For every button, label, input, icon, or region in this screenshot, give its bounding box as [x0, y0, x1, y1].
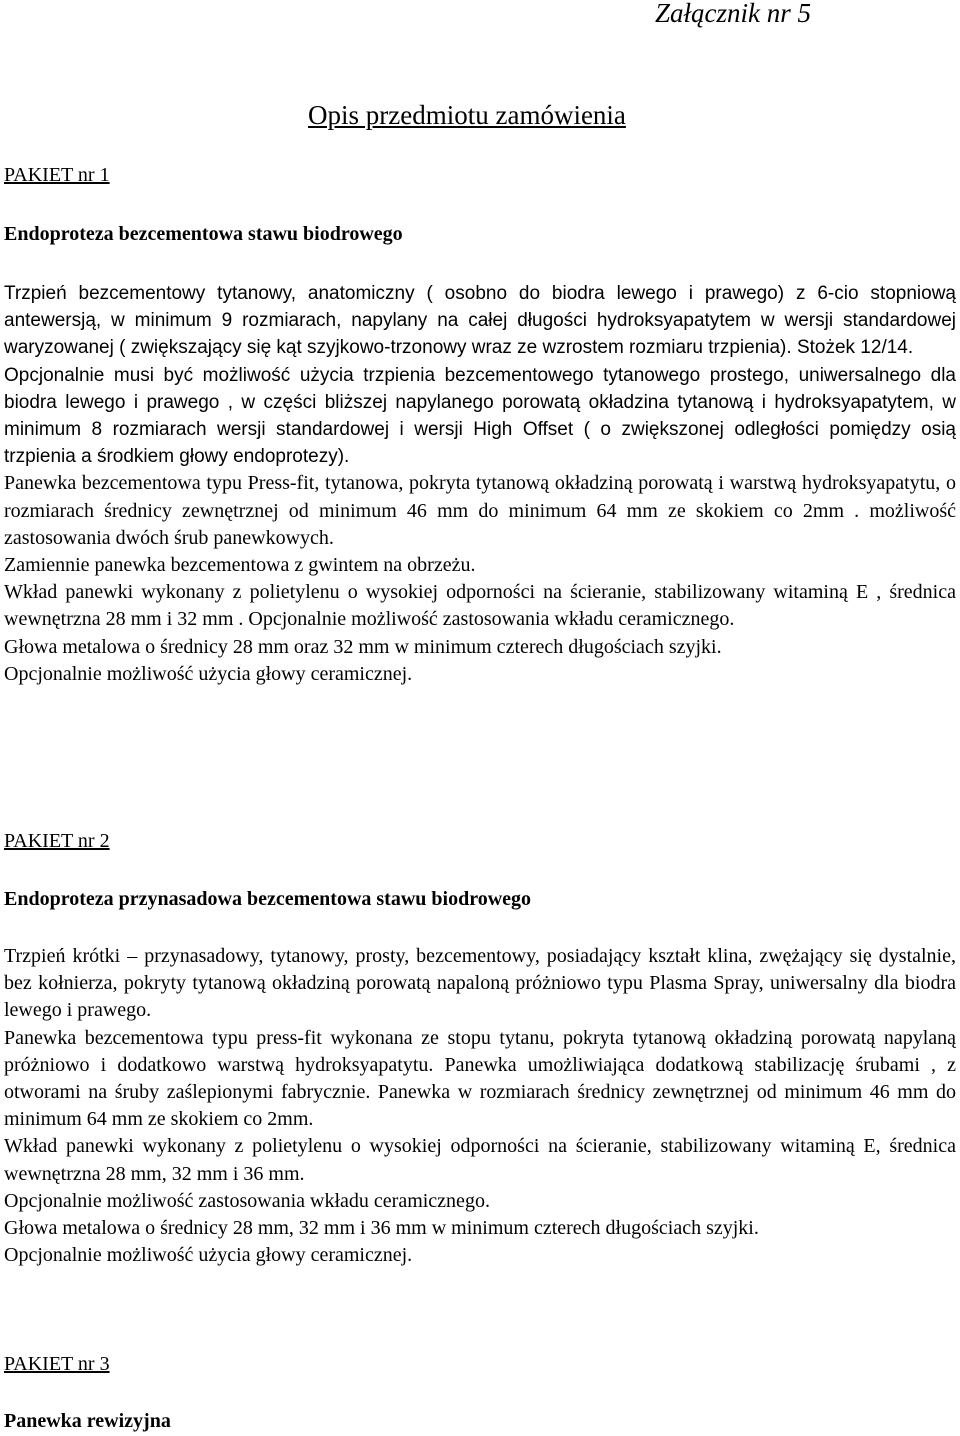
package-3-label: PAKIET nr 3 — [4, 1353, 110, 1375]
package-2-heading: Endoproteza przynasadowa bezcementowa stawu biodrowego — [4, 888, 532, 910]
document-title: Opis przedmiotu zamówienia — [308, 100, 626, 130]
package-1-heading: Endoproteza bezcementowa stawu biodrowego — [4, 223, 403, 245]
package-1-paragraph: Panewka bezcementowa typu Press-fit, tytanowa, pokryta tytanową okładziną porowatą i warstwą hydroksyapatytu, o rozmiarach średnicy zewnętrznej od minimum 46 mm do minimum 64 mm ze skokiem co 2mm . możliwość zastosowania dwóch śrub panewkowych. — [4, 472, 956, 549]
package-2-paragraph: Trzpień krótki – przynasadowy, tytanowy, prosty, bezcementowy, posiadający kształt klina, zwężający się dystalnie, bez kołnierza, pokryty tytanową okładziną porowatą napaloną próżniowo typu Plasma Spray, uniwersalny dla biodra lewego i prawego. — [4, 945, 956, 1022]
package-2-paragraph: Opcjonalnie możliwość zastosowania wkładu ceramicznego. — [4, 1189, 490, 1212]
package-1-label: PAKIET nr 1 — [4, 164, 110, 186]
package-2-paragraph: Opcjonalnie możliwość użycia głowy ceramicznej. — [4, 1244, 413, 1267]
package-2-description — [4, 943, 956, 1269]
package-2-label: PAKIET nr 2 — [4, 830, 110, 852]
package-1-paragraph: Wkład panewki wykonany z polietylenu o wysokiej odporności na ścieranie, stabilizowany witaminą E , średnica wewnętrzna 28 mm i 32 mm . Opcjonalnie możliwość zastosowania wkładu ceramicznego. — [4, 581, 956, 631]
package-2-paragraph: Głowa metalowa o średnicy 28 mm, 32 mm i 36 mm w minimum czterech długościach szyjki. — [4, 1217, 759, 1240]
package-1-paragraph: Zamiennie panewka bezcementowa z gwintem na obrzeżu. — [4, 554, 476, 577]
package-1-description — [4, 280, 956, 688]
annex-label: Załącznik nr 5 — [655, 0, 812, 28]
package-2-paragraph: Panewka bezcementowa typu press-fit wykonana ze stopu tytanu, pokryta tytanową okładziną porowatą napylaną próżniowo i dodatkowo warstwą hydroksyapatytu. Panewka umożliwiająca dodatkową stabilizację śrubami , z otworami na śruby zaślepionymi fabrycznie. Panewka w rozmiarach średnicy zewnętrznej od minimum 46 mm do minimum 64 mm ze skokiem co 2mm. — [4, 1026, 956, 1131]
package-2-paragraph: Wkład panewki wykonany z polietylenu o wysokiej odporności na ścieranie, stabilizowany witaminą E, średnica wewnętrzna 28 mm, 32 mm i 36 mm. — [4, 1135, 956, 1185]
package-1-paragraph: Opcjonalnie musi być możliwość użycia trzpienia bezcementowego tytanowego prostego, uniwersalnego dla biodra lewego i prawego , w części bliższej napylanego porowatą okładzina tytanową i hydroksyapatytem, w minimum 8 rozmiarach wersji standardowej i wersji High Offset ( o zwiększonej odległości pomiędzy osią trzpienia a środkiem głowy endoprotezy). — [4, 364, 956, 468]
package-1-paragraph: Opcjonalnie możliwość użycia głowy ceramicznej. — [4, 662, 413, 685]
package-1-paragraph: Głowa metalowa o średnicy 28 mm oraz 32 mm w minimum czterech długościach szyjki. — [4, 635, 722, 658]
package-3-heading: Panewka rewizyjna — [4, 1410, 171, 1432]
package-1-paragraph: Trzpień bezcementowy tytanowy, anatomiczny ( osobno do biodra lewego i prawego) z 6-cio stopniową antewersją, w minimum 9 rozmiarach, napylany na całej długości hydroksyapatytem w wersji standardowej waryzowanej ( zwiększający się kąt szyjkowo-trzonowy wraz ze wzrostem rozmiaru trzpienia). Stożek 12/14. — [4, 283, 956, 359]
